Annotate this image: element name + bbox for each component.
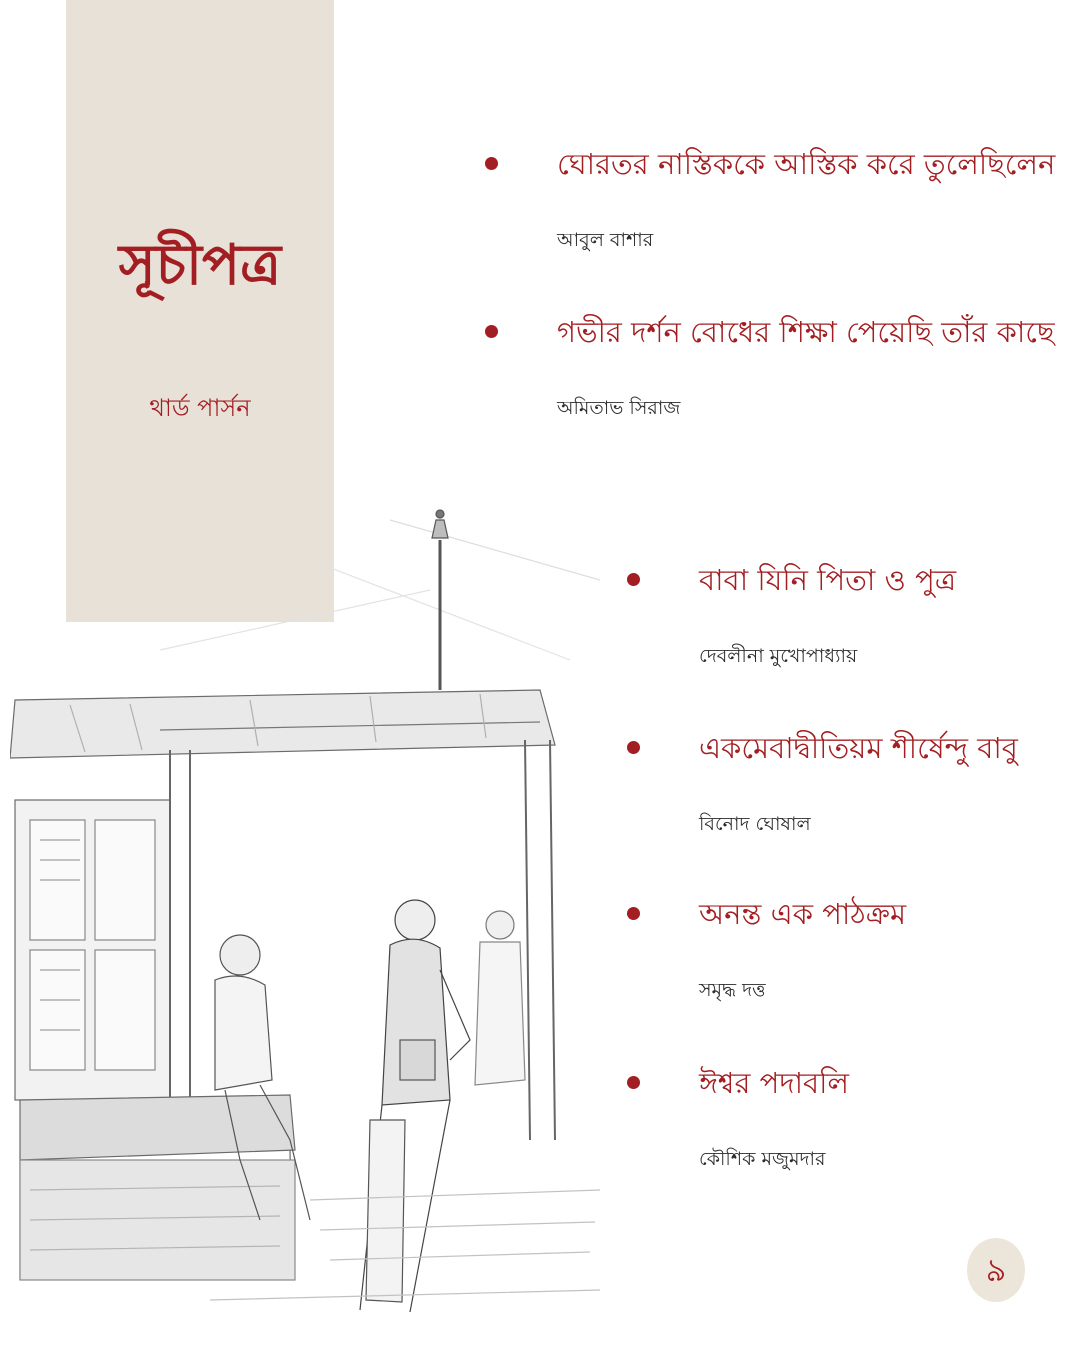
entry-author: অমিতাভ সিরাজ — [557, 397, 681, 419]
entry-title[interactable]: গভীর দর্শন বোধের শিক্ষা পেয়েছি তাঁর কাছে — [557, 315, 1055, 349]
bullet-icon — [627, 1076, 640, 1089]
street-sketch-illustration — [10, 500, 600, 1320]
entry-author: আবুল বাশার — [557, 229, 654, 251]
bullet-icon — [627, 907, 640, 920]
entry-author: কৌশিক মজুমদার — [699, 1148, 826, 1170]
publication-subtitle: থার্ড পার্সন — [149, 394, 251, 422]
page-title: সূচীপত্র — [118, 233, 282, 298]
entry-title[interactable]: ঈশ্বর পদাবলি — [699, 1066, 850, 1100]
entry-author: দেবলীনা মুখোপাধ্যায় — [699, 645, 858, 667]
entry-title[interactable]: বাবা যিনি পিতা ও পুত্র — [699, 563, 957, 597]
bullet-icon — [485, 157, 498, 170]
entry-title[interactable]: অনন্ত এক পাঠক্রম — [699, 897, 907, 931]
entry-title[interactable]: একমেবাদ্বীতিয়ম শীর্ষেন্দু বাবু — [699, 731, 1018, 765]
entry-author: বিনোদ ঘোষাল — [699, 813, 811, 835]
bullet-icon — [485, 325, 498, 338]
bullet-icon — [627, 573, 640, 586]
entry-author: সমৃদ্ধ দত্ত — [699, 979, 766, 1001]
entry-title[interactable]: ঘোরতর নাস্তিককে আস্তিক করে তুলেছিলেন — [557, 147, 1056, 181]
page-number-badge: ৯ — [967, 1238, 1025, 1302]
bullet-icon — [627, 741, 640, 754]
